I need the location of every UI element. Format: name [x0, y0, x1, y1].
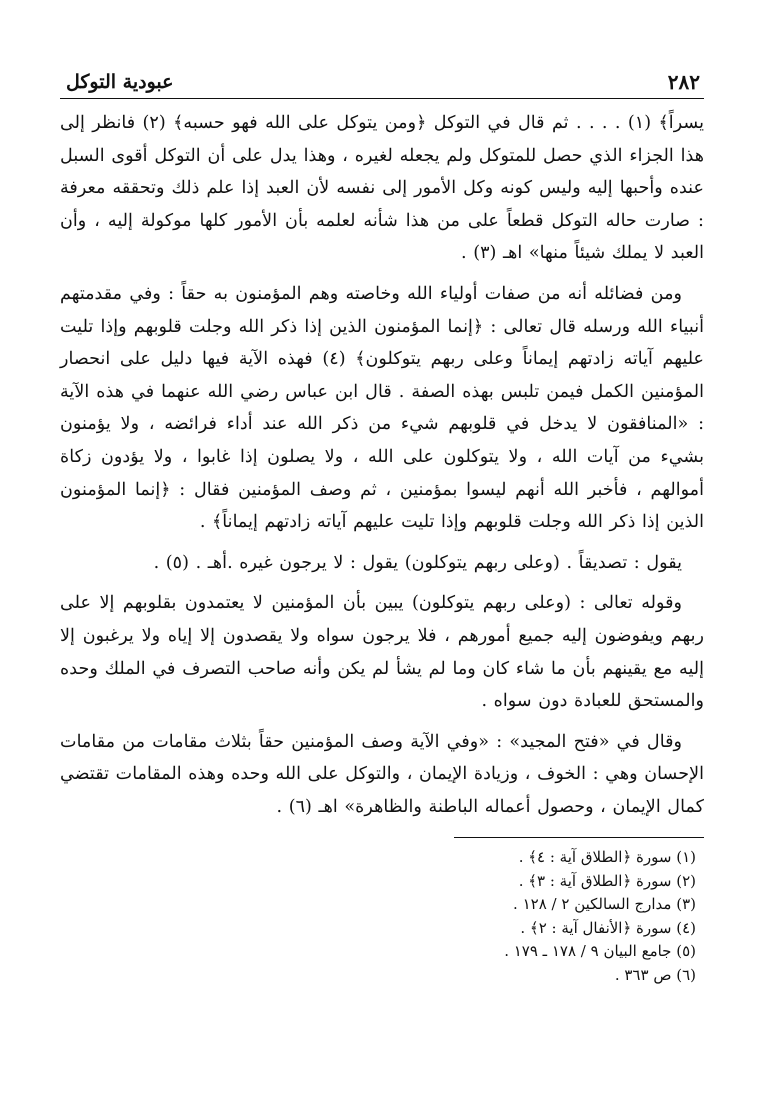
paragraph-tafsir-quote: يقول : تصديقاً . (وعلى ربهم يتوكلون) يقول : لا يرجون غيره .أهـ . (٥) .	[153, 552, 682, 573]
footnote-1: (١) سورة ﴿الطلاق آية : ٤﴾ .	[518, 848, 696, 867]
footnote-divider	[454, 837, 704, 838]
paragraph-continuation: يسراً﴾ (١) . . . . ثم قال في التوكل ﴿ومن يتوكل على الله فهو حسبه﴾ (٢) فانظر إلى هذا الجزاء الذي حصل للمتوكل ولم يجعله لغيره ، وهذا يدل على أن التوكل أقوى السبل عنده وأحبها إليه وليس كونه وكل الأمور إلى نفسه لأن العبد إذا علم ذلك وتحققه معرفة : صارت حاله التوكل قطعاً على من هذا شأنه لعلمه بأن الأمور كلها موكولة إليه ، وأن العبد لا يملك شيئاً منها» اهـ (٣) .	[60, 113, 704, 264]
footnote-5: (٥) جامع البيان ٩ / ١٧٨ ـ ١٧٩ .	[504, 942, 696, 961]
paragraph-virtues: ومن فضائله أنه من صفات أولياء الله وخاصته وهم المؤمنون به حقاً : وفي مقدمتهم أنبياء الله ورسله قال تعالى : ﴿إنما المؤمنون الذين إذا ذكر الله وجلت قلوبهم وإذا تليت عليهم آياته زادتهم إيماناً وعلى ربهم يتوكلون﴾ (٤) فهذه الآية فيها دليل على انحصار المؤمنين الكمل فيمن تلبس بهذه الصفة . قال ابن عباس رضي الله عنهما في هذه الآية : «المنافقون لا يدخل في قلوبهم شيء من ذكر الله عند أداء فرائضه ، ولا يؤمنون بشيء من آيات الله ، ولا يتوكلون على الله ، ولا يصلون إذا غابوا ، ولا يؤدون زكاة أموالهم ، فأخبر الله أنهم ليسوا بمؤمنين ، ثم وصف المؤمنين فقال : ﴿إنما المؤمنون الذين إذا ذكر الله وجلت قلوبهم وإذا تليت عليهم آياته زادتهم إيماناً﴾ .	[60, 283, 705, 533]
body-text	[60, 107, 704, 823]
footnote-6: (٦) ص ٣٦٣ .	[614, 965, 696, 984]
footnote-2: (٢) سورة ﴿الطلاق آية : ٣﴾ .	[518, 871, 696, 890]
page-header	[60, 66, 704, 99]
footnote-4: (٤) سورة ﴿الأنفال آية : ٢﴾ .	[520, 918, 696, 937]
footnote-3: (٣) مدارج السالكين ٢ / ١٢٨ .	[513, 895, 696, 914]
footnotes-list	[60, 846, 704, 987]
paragraph-explanation: وقوله تعالى : (وعلى ربهم يتوكلون) يبين بأن المؤمنين لا يعتمدون بقلوبهم إلا على ربهم ويفوضون إليه جميع أمورهم ، فلا يرجون سواه ولا يقصدون إلا إياه ولا يرغبون إلا إليه مع يقينهم بأن ما شاء كان وما لم يشأ لم يكن وأنه صاحب التصرف في الملك وحده والمستحق للعبادة دون سواه .	[60, 593, 704, 712]
page-number: ٢٨٢	[667, 70, 700, 94]
paragraph-fath-al-majid: وقال في «فتح المجيد» : «وفي الآية وصف المؤمنين حقاً بثلاث مقامات من مقامات الإحسان وهي : الخوف ، وزيادة الإيمان ، والتوكل على الله وحده وهذه المقامات تقتضي كمال الإيمان ، وحصول أعماله الباطنة والظاهرة» اهـ (٦) .	[60, 731, 704, 817]
running-title: عبودية التوكل	[66, 71, 174, 93]
book-page	[60, 66, 704, 987]
